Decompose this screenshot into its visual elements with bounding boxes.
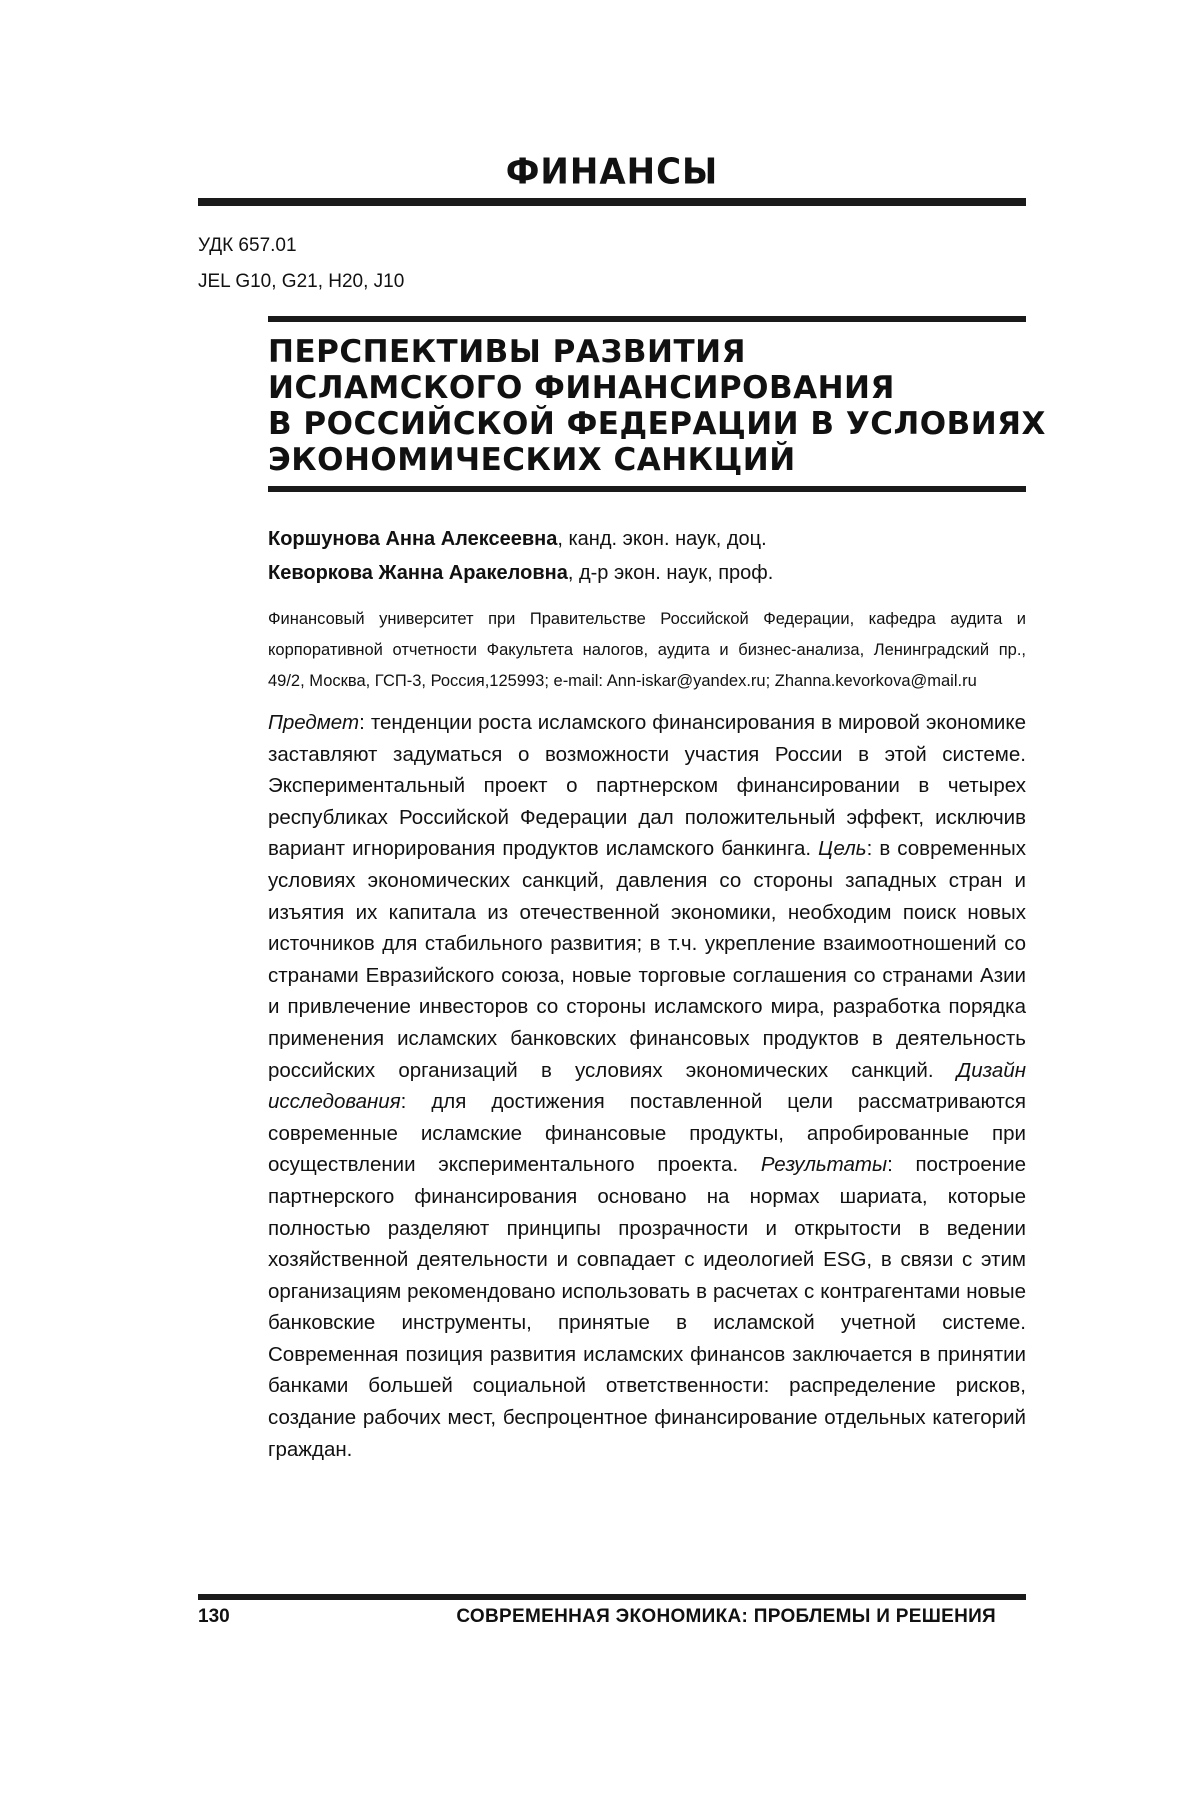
page [198, 150, 1026, 1465]
author-degree: , д-р экон. наук, проф. [568, 562, 773, 584]
jel-code: JEL G10, G21, H20, J10 [198, 264, 1026, 300]
design-text: : для достижения поставленной цели рассматриваются современные исламские финансовые продукты, апробированные при осуществлении экспериментального проекта. [268, 1090, 1026, 1176]
author-degree: , канд. экон. наук, доц. [557, 528, 766, 550]
classification-codes [198, 228, 1026, 300]
affiliation: Финансовый университет при Правительстве Российской Федерации, кафедра аудита и корпоративной отчетности Факультета налогов, аудита и бизнес-анализа, Ленинградский пр., 49/2, Москва, ГСП-3, Россия,125993; e-mail: Ann-iskar@yandex.ru; Zhanna.kevorkova@mail.ru [268, 604, 1026, 697]
journal-title: СОВРЕМЕННАЯ ЭКОНОМИКА: ПРОБЛЕМЫ И РЕШЕНИЯ [456, 1606, 996, 1628]
goal-label: Цель [818, 837, 866, 860]
abstract [268, 707, 1026, 1465]
author-name: Коршунова Анна Алексеевна [268, 528, 557, 550]
authors [268, 522, 1026, 590]
article-title [268, 334, 1026, 478]
section-heading: ФИНАНСЫ [198, 149, 1026, 195]
author-name: Кеворкова Жанна Аракеловна [268, 562, 568, 584]
title-rule-top [268, 316, 1026, 322]
article-body [268, 522, 1026, 1465]
footer-rule [198, 1594, 1026, 1600]
author-line [268, 522, 1026, 556]
results-label: Результаты [761, 1153, 887, 1176]
design-label: Дизайн исследования [268, 1059, 1026, 1114]
title-rule-bottom [268, 486, 1026, 492]
title-line: ИСЛАМСКОГО ФИНАНСИРОВАНИЯ [268, 370, 1026, 406]
results-text: : построение партнерского финансирования основано на нормах шариата, которые полностью разделяют принципы прозрачности и открытости в ведении хозяйственной деятельности и совпадает с идеологией ESG, в связи с этим организациям рекомендовано использовать в расчетах с контрагентами новые банковские инструменты, принятые в исламской учетной системе. Современная позиция развития исламских финансов заключается в принятии банками большей социальной ответственности: распределение рисков, создание рабочих мест, беспроцентное финансирование отдельных категорий граждан. [268, 1153, 1026, 1460]
author-line [268, 556, 1026, 590]
page-number: 130 [198, 1606, 230, 1628]
section-rule [198, 198, 1026, 206]
title-line: ПЕРСПЕКТИВЫ РАЗВИТИЯ [268, 334, 1026, 370]
title-line: В РОССИЙСКОЙ ФЕДЕРАЦИИ В УСЛОВИЯХ [268, 406, 1026, 442]
goal-text: : в современных условиях экономических санкций, давления со стороны западных стран и изъятия их капитала из отечественной экономики, необходим поиск новых источников для стабильного развития; в т.ч. укрепление взаимоотношений со странами Евразийского союза, новые торговые соглашения со странами Азии и привлечение инвесторов со стороны исламского мира, разработка порядка применения исламских банковских финансовых продуктов в деятельность российских организаций в условиях экономических санкций. [268, 837, 1026, 1081]
title-line: ЭКОНОМИЧЕСКИХ САНКЦИЙ [268, 442, 1026, 478]
subject-text: : тенденции роста исламского финансирования в мировой экономике заставляют задуматься о возможности участия России в этой системе. Экспериментальный проект о партнерском финансировании в четырех республиках Российской Федерации дал положительный эффект, исключив вариант игнорирования продуктов исламского банкинга. [268, 711, 1026, 860]
udk-code: УДК 657.01 [198, 228, 1026, 264]
subject-label: Предмет [268, 711, 359, 734]
